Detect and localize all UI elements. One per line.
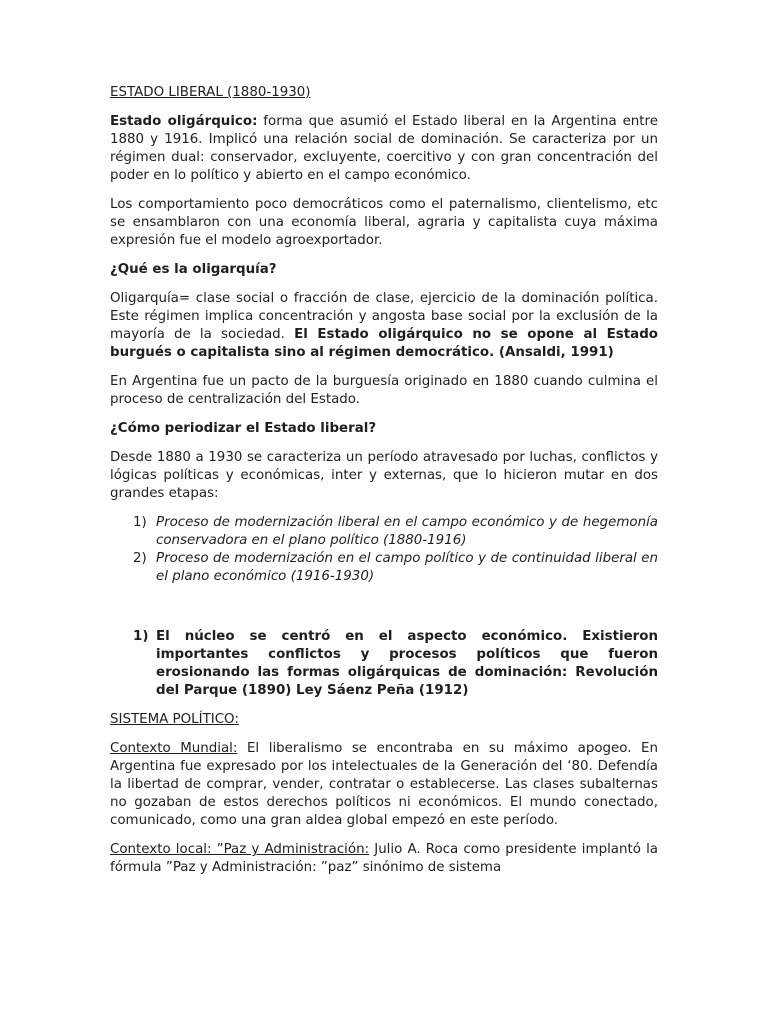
list-item [110, 550, 658, 586]
paragraph-text: Julio A. Roca como presidente implantó la fórmula ”Paz y Administración: ”paz” sinónimo de sistema [110, 842, 658, 875]
list-number: 1) [133, 515, 147, 530]
list-item [110, 514, 658, 550]
paragraph-estado-oligarquico [110, 113, 658, 185]
heading-como-periodizar: ¿Cómo periodizar el Estado liberal? [110, 421, 377, 436]
label-contexto-local: Contexto local: ”Paz y Administración: [110, 842, 370, 857]
bold-quote-ansaldi: El Estado oligárquico no se opone al Estado burgués o capitalista sino al régimen democrático. (Ansaldi, 1991) [110, 327, 658, 360]
list-item-text: Proceso de modernización en el campo político y de continuidad liberal en el plano económico (1916-1930) [156, 551, 658, 584]
paragraph-oligarquia [110, 290, 658, 362]
heading-que-es-oligarquia: ¿Qué es la oligarquía? [110, 262, 277, 277]
list-item [110, 628, 658, 700]
paragraph-contexto-local [110, 841, 658, 877]
document-page [110, 84, 658, 888]
document-title: ESTADO LIBERAL (1880-1930) [110, 85, 311, 100]
stages-list [110, 514, 658, 586]
paragraph-text: El liberalismo se encontraba en su máximo apogeo. En Argentina fue expresado por los intelectuales de la Generación del ‘80. Defendía la libertad de comprar, vender, contratar o establecerse. Las clases subalternas no gozaban de estos derechos políticos ni económicos. El mundo conectado, comunicado, como una gran aldea global empezó en este período. [110, 741, 658, 828]
term-estado-oligarquico: Estado oligárquico: [110, 114, 258, 129]
paragraph-pacto-burguesia: En Argentina fue un pacto de la burguesía originado en 1880 cuando culmina el proceso de centralización del Estado. [110, 374, 658, 407]
list-item-text: Proceso de modernización liberal en el campo económico y de hegemonía conservadora en el plano político (1880-1916) [156, 515, 658, 548]
section-sistema-politico: SISTEMA POLÍTICO: [110, 712, 239, 727]
paragraph-comportamientos: Los comportamiento poco democráticos como el paternalismo, clientelismo, etc se ensamblaron con una economía liberal, agraria y capitalista cuya máxima expresión fue el modelo agroexportador. [110, 197, 658, 248]
bold-list [110, 628, 658, 700]
list-item-text: El núcleo se centró en el aspecto económico. Existieron importantes conflictos y procesos políticos que fueron erosionando las formas oligárquicas de dominación: Revolución del Parque (1890) Ley Sáenz Peña (1912) [156, 629, 658, 698]
paragraph-contexto-mundial [110, 740, 658, 830]
paragraph-text: Oligarquía= clase social o fracción de clase, ejercicio de la dominación política. Este régimen implica concentración y angosta base social por la exclusión de la mayoría de la sociedad. [110, 291, 658, 342]
list-number: 2) [133, 551, 147, 566]
paragraph-periodo: Desde 1880 a 1930 se caracteriza un período atravesado por luchas, conflictos y lógicas políticas y económicas, inter y externas, que lo hicieron mutar en dos grandes etapas: [110, 450, 658, 501]
paragraph-text: forma que asumió el Estado liberal en la Argentina entre 1880 y 1916. Implicó una relación social de dominación. Se caracteriza por un régimen dual: conservador, excluyente, coercitivo y con gran concentración del poder en lo político y abierto en el campo económico. [110, 114, 658, 183]
label-contexto-mundial: Contexto Mundial: [110, 741, 238, 756]
list-number: 1) [133, 629, 149, 644]
